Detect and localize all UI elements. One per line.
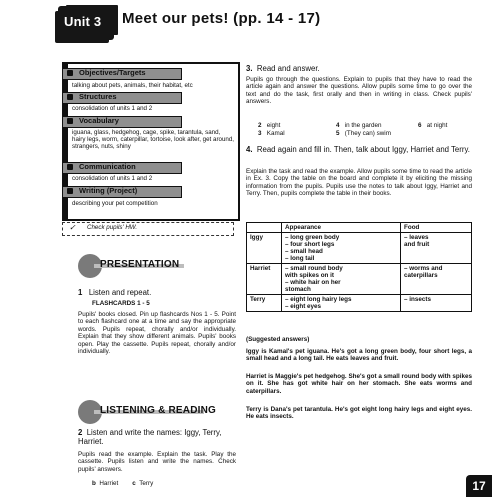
suggested-answer-3: Terry is Dana's pet tarantula. He's got eight long hairy legs and eight eyes. He eats insects. xyxy=(246,406,472,421)
table-row: Iggy – long green body – four short legs – small head – long tail – leaves and fruit xyxy=(247,233,472,264)
writing-heading-bar: Writing (Project) xyxy=(62,186,182,198)
unit-label: Unit 3 xyxy=(64,14,102,29)
homework-note: ✓ Check pupils' HW. xyxy=(62,222,234,236)
listening-banner: LISTENING & READING xyxy=(78,402,228,422)
structures-heading-bar: Structures xyxy=(62,92,182,104)
ex3-answers: 2 eight 4 in the garden 6 at night 3 Kamal 5 (They can) swim xyxy=(258,122,448,137)
communication-text: consolidation of units 1 and 2 xyxy=(72,175,153,182)
communication-heading-bar: Communication xyxy=(62,162,182,174)
ex4-text: Explain the task and read the example. Allow pupils some time to read the article in Ex. 3. Copy the table on the board and complete it by eliciting the missing information from the pupils. Pupils use the notes to talk about Iggy, Harriet and Terry. Then, pupils complete the table in their books. xyxy=(246,168,472,198)
ex4-heading: 4. Read again and fill in. Then, talk about Iggy, Harriet and Terry. xyxy=(246,145,470,154)
vocabulary-text: iguana, glass, hedgehog, cage, spike, tarantula, sand, hairy legs, worm, caterpillar, tortoise, look after, get around, strangers, nuts, shiny xyxy=(72,129,234,151)
suggested-answer-1: Iggy is Kamal's pet iguana. He's got a long green body, four short legs, a small head and a long tail. He eats leaves and fruit. xyxy=(246,348,472,363)
unit-badge xyxy=(58,6,114,40)
ex3-heading: 3. Read and answer. xyxy=(246,64,320,73)
table-row: Harriet – small round body with spikes on it – white hair on her stomach – worms and caterpillars xyxy=(247,264,472,295)
table-header-row: Appearance Food xyxy=(247,223,472,233)
writing-text: describing your pet competition xyxy=(72,200,158,207)
check-icon: ✓ xyxy=(69,223,76,232)
page-title: Meet our pets! (pp. 14 - 17) xyxy=(122,10,321,27)
pets-table xyxy=(246,222,472,312)
structures-text: consolidation of units 1 and 2 xyxy=(72,105,153,112)
suggested-answers-heading: (Suggested answers) xyxy=(246,336,310,343)
ex1-text: Pupils' books closed. Pin up flashcards Nos 1 - 5. Point to each flashcard one at a time and say the appropriate words. Pupils repeat, chorally and/or individually. Explain that they show different animals. Pupils' books open. Play the cassette. Pupils repeat, chorally and/or individually. xyxy=(78,311,236,356)
presentation-banner: PRESENTATION xyxy=(78,256,208,276)
flashcards-label: FLASHCARDS 1 - 5 xyxy=(92,300,150,307)
objectives-heading-bar: Objectives/Targets xyxy=(62,68,182,80)
objectives-box xyxy=(62,62,240,221)
ex1-heading: 1 Listen and repeat. xyxy=(78,288,152,297)
table-row: Terry – eight long hairy legs – eight eyes – insects xyxy=(247,295,472,312)
ex3-text: Pupils go through the questions. Explain to pupils that they have to read the article again and answer the questions. Allow pupils some time to go over the text and do the task, first orally and then in writing in class. Check pupils' answers. xyxy=(246,76,472,106)
vocabulary-heading-bar: Vocabulary xyxy=(62,116,182,128)
suggested-answer-2: Harriet is Maggie's pet hedgehog. She's got a small round body with spikes on it. She has got white hair on her stomach. She eats worms and caterpillars. xyxy=(246,373,472,395)
ex2-text: Pupils read the example. Explain the task. Play the cassette. Pupils listen and write the names. Check pupils' answers. xyxy=(78,451,236,473)
page-number: 17 xyxy=(466,475,492,497)
objectives-text: talking about pets, animals, their habitat, etc xyxy=(72,82,193,89)
ex2-heading: 2 Listen and write the names: Iggy, Terry, Harriet. xyxy=(78,428,222,446)
ex2-answers: b Harriet c Terry xyxy=(92,480,154,487)
